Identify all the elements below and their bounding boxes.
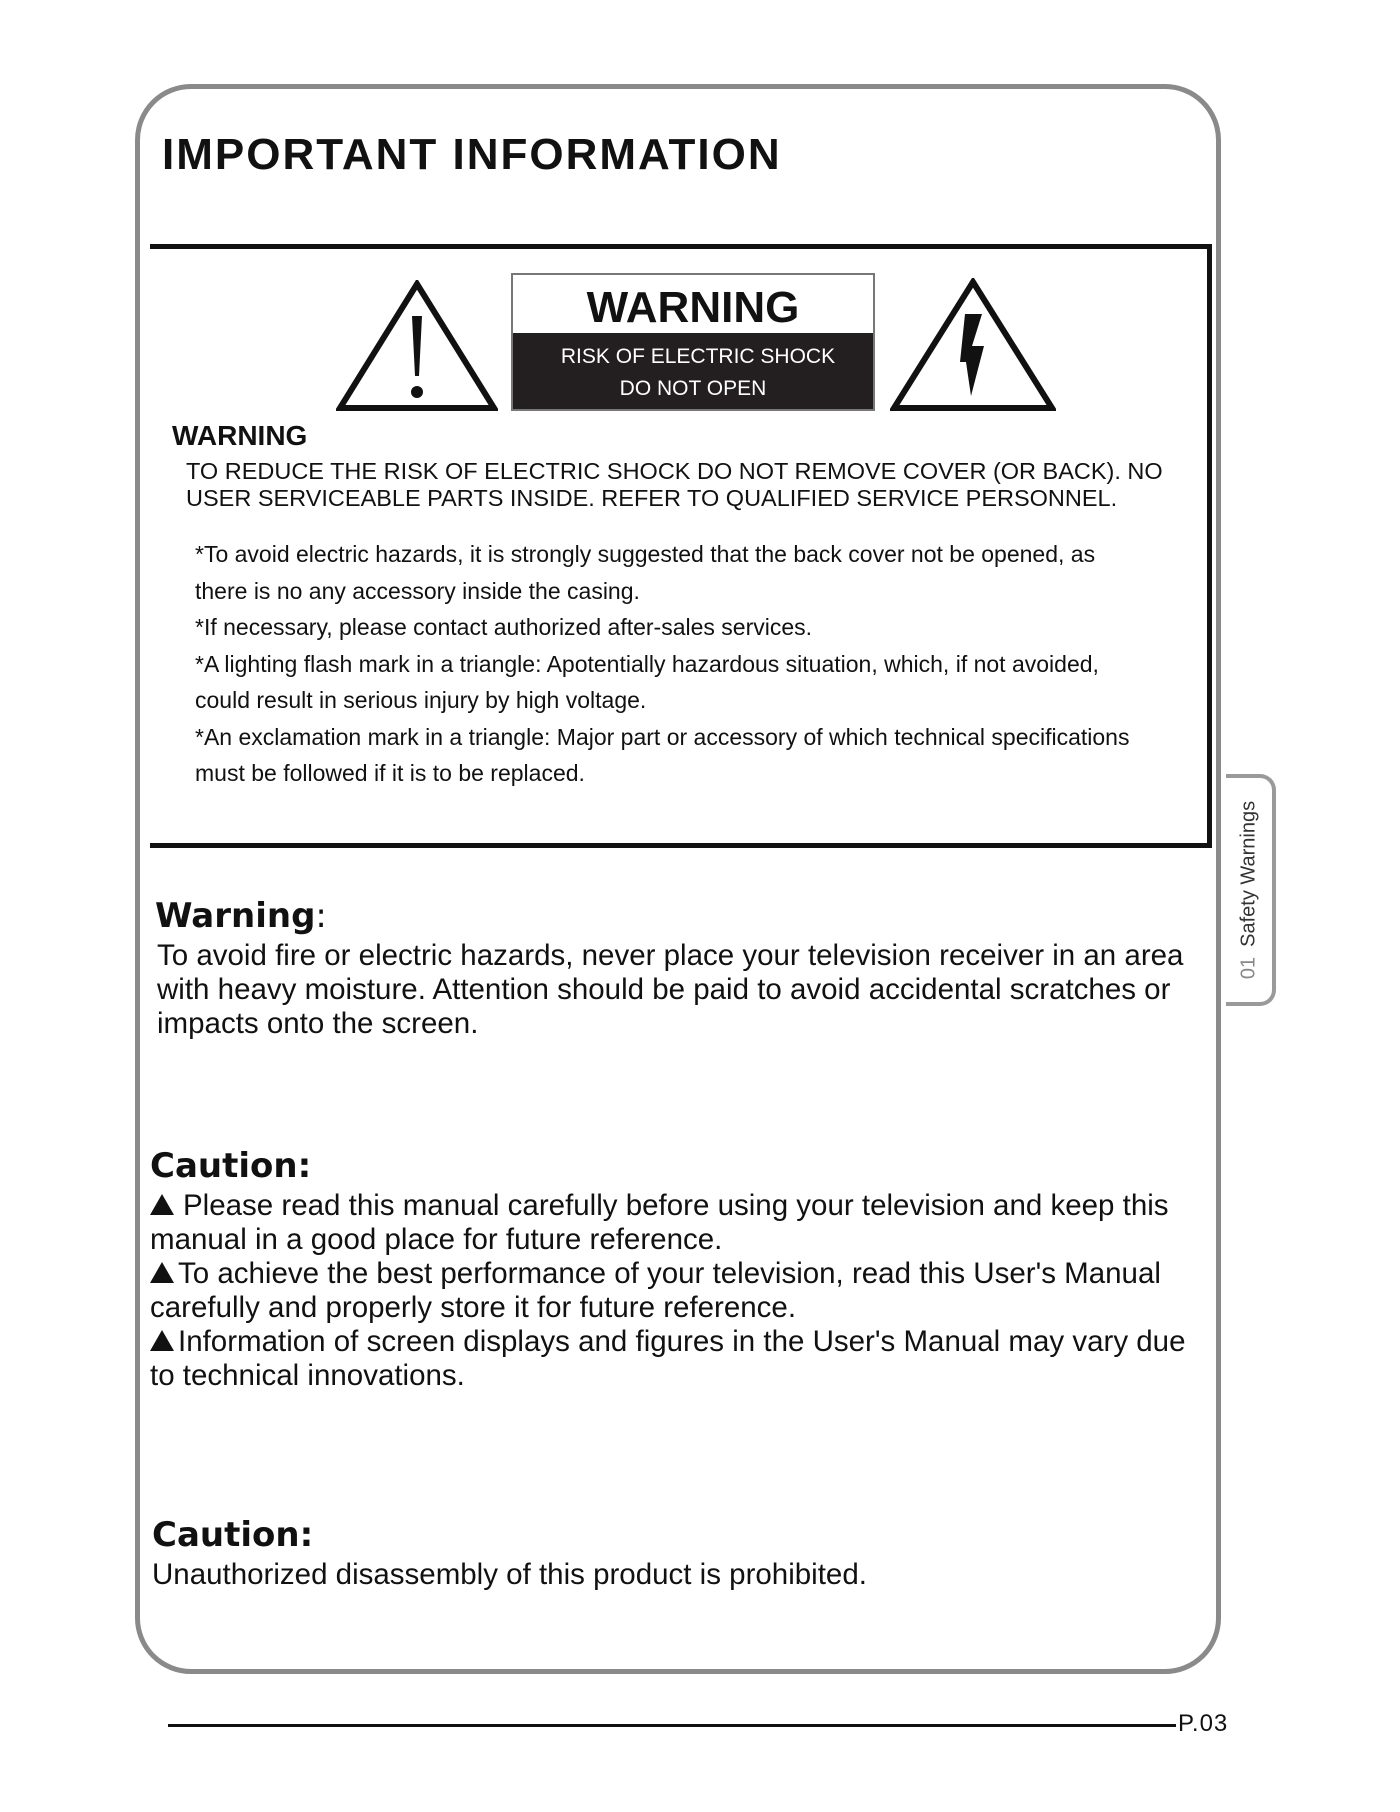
- warning-label-title: WARNING: [586, 283, 800, 332]
- exclamation-triangle-icon: [336, 280, 498, 412]
- side-tab-label: Safety Warnings: [1237, 800, 1260, 947]
- triangle-bullet-icon: [150, 1194, 174, 1215]
- note-line: must be followed if it is to be replaced.: [195, 760, 585, 786]
- triangle-bullet-icon: [150, 1262, 174, 1283]
- caution-line: to technical innovations.: [150, 1359, 465, 1392]
- warning-box-heading: WARNING: [172, 420, 308, 451]
- footer-rule: [168, 1724, 1176, 1727]
- note-line: could result in serious injury by high voltage.: [195, 687, 647, 713]
- body-line: To avoid fire or electric hazards, never place your television receiver in an area: [157, 939, 1184, 972]
- caution-section-2-heading: Caution:: [152, 1515, 314, 1555]
- bullet-text: To achieve the best performance of your television, read this User's Manual: [178, 1257, 1161, 1290]
- page-title: IMPORTANT INFORMATION: [162, 130, 782, 179]
- upper-text-line: USER SERVICEABLE PARTS INSIDE. REFER TO QUALIFIED SERVICE PERSONNEL.: [186, 485, 1118, 511]
- warning-section-title: Warning: [155, 896, 316, 936]
- caution-bullet: [150, 1325, 1240, 1359]
- warning-label-band: [513, 333, 873, 409]
- caution-section-1-heading: Caution:: [150, 1146, 312, 1186]
- note-line: *An exclamation mark in a triangle: Major part or accessory of which technical specifications: [195, 723, 1130, 750]
- warning-label-line1: RISK OF ELECTRIC SHOCK: [560, 345, 836, 368]
- triangle-bullet-icon: [150, 1330, 174, 1351]
- body-line: impacts onto the screen.: [157, 1007, 479, 1040]
- bullet-text: Please read this manual carefully before using your television and keep this: [183, 1189, 1169, 1222]
- page-number: P.03: [1178, 1710, 1229, 1737]
- side-tab-label-group: [1238, 801, 1261, 979]
- caution-line: manual in a good place for future reference.: [150, 1223, 723, 1256]
- side-tab-safety-warnings[interactable]: [1226, 774, 1276, 1006]
- caution-line: carefully and properly store it for future reference.: [150, 1291, 797, 1324]
- note-line: *If necessary, please contact authorized after-sales services.: [195, 614, 813, 640]
- lightning-triangle-icon: [890, 278, 1056, 412]
- caution-bullet: [150, 1189, 1240, 1223]
- warning-section-colon: :: [315, 896, 327, 936]
- caution-section-2-body: Unauthorized disassembly of this product is prohibited.: [152, 1558, 867, 1591]
- caution-section-1-body: [150, 1189, 1240, 1393]
- warning-box-upper-text: [186, 458, 1206, 512]
- warning-box-notes: [195, 536, 1195, 792]
- note-line: *A lighting flash mark in a triangle: Apotentially hazardous situation, which, if not avoided,: [195, 650, 1099, 677]
- warning-label: [511, 273, 875, 411]
- side-tab-number: 01: [1237, 956, 1260, 980]
- warning-section-body: [157, 939, 1237, 1041]
- body-line: with heavy moisture. Attention should be paid to avoid accidental scratches or: [157, 973, 1171, 1006]
- bullet-text: Information of screen displays and figures in the User's Manual may vary due: [178, 1325, 1186, 1358]
- warning-section-heading: [155, 896, 327, 936]
- note-line: there is no any accessory inside the casing.: [195, 577, 640, 604]
- upper-text-line: TO REDUCE THE RISK OF ELECTRIC SHOCK DO NOT REMOVE COVER (OR BACK). NO: [186, 458, 1163, 484]
- warning-label-line2: DO NOT OPEN: [619, 377, 767, 400]
- note-line: *To avoid electric hazards, it is strongly suggested that the back cover not be opened, as: [195, 541, 1096, 567]
- caution-bullet: [150, 1257, 1240, 1291]
